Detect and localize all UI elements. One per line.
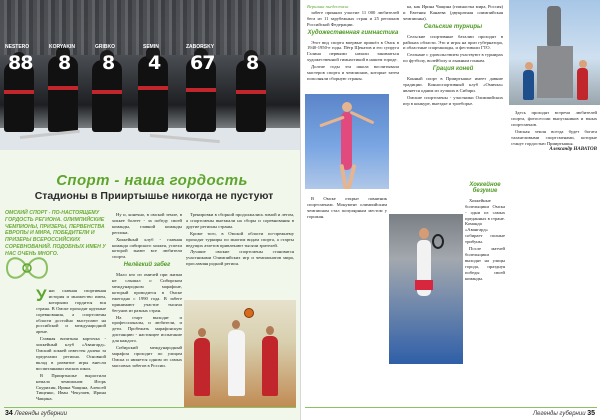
jersey-number: 88 xyxy=(8,52,33,74)
footer-title: Легенды губернии xyxy=(533,411,586,417)
jersey-name: GRIBKO xyxy=(95,44,115,50)
paragraph: Ну и, конечно, в омской земле, в хоккее болеет - за победу своей команды, главной команды региона. xyxy=(112,212,182,235)
article-column-r2b xyxy=(465,180,505,283)
paragraph: Хоккейные болельщики Омска - одни из самых преданных в стране. Команда «Авангард» собирает полные трибуны. xyxy=(465,197,505,245)
section-heading: Хоккейное безумие xyxy=(469,182,501,194)
footer-rule xyxy=(305,407,597,408)
paragraph: Сибирский международный марафон проходит по улицам Омска и является одним из самых массовых забегов в России. xyxy=(112,345,182,368)
article-column-2 xyxy=(112,212,182,370)
gymnast-figure xyxy=(341,112,352,170)
footer-title: Легенды губернии xyxy=(14,411,67,417)
article-column-r3 xyxy=(511,110,597,153)
author-signature: Александр НАВАТОВ xyxy=(549,147,597,153)
paragraph: После матчей болельщики выходят на улицы города, празднуя победы своей команды. xyxy=(465,246,505,281)
article-column-r2 xyxy=(403,4,503,108)
article-column-3 xyxy=(186,212,294,268)
paragraph: Омские спортсмены - участники Олимпийских игр в конкуре, выездке и троеборье. xyxy=(403,94,503,106)
section-kicker: Вершина пьедестала xyxy=(307,4,349,9)
tennis-racket-icon xyxy=(432,234,444,249)
paragraph: На старт выходят и профессионалы, и любители, и дети. Пробежать марафонскую дистанцию - настоящее испытание для каждого. xyxy=(112,314,182,344)
basketball-photo xyxy=(184,300,296,408)
paragraph: В Прииртышье вырастили немало чемпионов: Игорь Скурихин, Ирина Чащина, Алексей Тищенко, Иван Чекулаев, Ирина Чащина. xyxy=(36,372,106,402)
jersey-number: 8 xyxy=(58,52,71,74)
article-column-r1 xyxy=(307,4,399,83)
paragraph: Конный спорт в Прииртышье имеет давние традиции. Конноспортивный клуб «Омичка» является одним из лучших в Сибири. xyxy=(403,76,503,93)
monument-statue xyxy=(547,6,561,48)
jersey-number: 8 xyxy=(246,52,259,74)
paragraph: Этот вид спорта впервые пришёл в Омск в 1940-1950-е годы. Пётр Щекатов и его супруга Галина первыми начали заниматься художественной гимнастикой в нашем городе. xyxy=(307,39,399,63)
jersey-name: NESTERO xyxy=(5,44,30,50)
paragraph: Кроме того, в Омской области по-прежнему проходят турниры по многим видам спорта, а старты ведущих атлетов привлекают тысячи зрителей. xyxy=(186,230,294,248)
tennis-photo xyxy=(389,214,463,364)
jersey-name: KORYAKIN xyxy=(49,44,76,50)
paragraph: Тренировки в сборной продолжались зимой и летом, а спортсмены выезжали на сборы и соревнования в другие регионы страны. xyxy=(186,212,294,229)
paragraph: Хоккейный клуб - главная команда сибирского хоккея, успехи которой знают все любители спорта. xyxy=(112,236,182,260)
jersey-number: 8 xyxy=(102,52,115,74)
article-column-r1b xyxy=(307,196,387,221)
page-footer xyxy=(5,410,67,417)
basketball-player xyxy=(262,336,278,396)
jersey-name: SEMIN xyxy=(143,44,159,50)
paragraph: Главная визитная карточка - хоккейный клуб «Авангард». Омский хоккей известен далеко за пределами региона. Основной вклад в развитие игры внесли воспитанники омских школ. xyxy=(36,336,106,371)
paragraph: нас славная спортивная история и множество имен, которыми гордится вся страна. В Омске проходят крупные соревнования, а спортсмены области достойно выступают на российской и международной арене. xyxy=(36,288,106,335)
paragraph: Здесь проходят встречи любителей спорта, фотосессии выпускников и юных спортсменов. xyxy=(511,110,597,127)
paragraph: забеге приняли участие 11 000 любителей бега из 11 зарубежных стран и 25 регионов Российской Федерации. xyxy=(307,9,399,27)
right-page xyxy=(300,0,600,420)
section-heading: Нелёгкий забег xyxy=(123,262,171,269)
person-figure xyxy=(523,70,534,100)
basketball-ball xyxy=(244,308,254,318)
basketball-player xyxy=(228,330,245,396)
page-number: 35 xyxy=(587,410,595,417)
paragraph: Долгие годы эта школа воспитывала мастеров спорта и чемпионов, которые затем пополняли сборную страны. xyxy=(307,64,399,81)
page-footer xyxy=(533,410,595,417)
monument-pedestal xyxy=(537,46,573,98)
paragraph: Сельчане с удовольствием участвуют в турнирах по футболу, волейболу и лыжным гонкам. xyxy=(403,52,503,64)
hockey-team-photo xyxy=(0,0,300,150)
celtic-ornament-icon xyxy=(2,250,52,286)
paragraph: Сельские спортивные баталии проходят в районах области. Это и игры на приз губернатора, и областные спартакиады, и фестивали ГТО. xyxy=(403,33,503,51)
gymnastics-photo xyxy=(305,94,389,189)
footer-rule xyxy=(4,407,296,408)
page-number: 34 xyxy=(5,410,13,417)
paragraph: Лучшие омские спортсмены становятся участниками Олимпийских игр и чемпионатов мира, прославляя родной регион. xyxy=(186,249,294,267)
basketball-player xyxy=(194,338,210,396)
drop-cap: У xyxy=(36,286,47,305)
section-heading: Художественная гимнастика xyxy=(307,29,399,36)
paragraph: Омская земля всегда будет богата талантливыми спортсменами, которые станут гордостью Прииртышья. xyxy=(511,128,597,146)
person-figure xyxy=(577,68,588,100)
jersey-number: 67 xyxy=(190,52,215,74)
paragraph: В Омске открыт памятник спортсменам. Монумент олимпийским чемпионам стал популярным местом у горожан. xyxy=(307,196,387,219)
paragraph: Мало кто из омичей при жизни не слышал о Сибирском международном марафоне, который проводится в Омске ежегодно с 1990 года. В забеге принимают участие тысячи бегунов из разных стран. xyxy=(112,272,182,313)
monument-photo xyxy=(509,0,600,105)
jersey-name: ZABORSKY xyxy=(186,44,215,50)
section-heading: Сельские турниры xyxy=(423,23,483,30)
article-lead: ОМСКИЙ СПОРТ - ПО-НАСТОЯЩЕМУ ГОРДОСТЬ РЕГИОНА. ОЛИМПИЙСКИЕ ЧЕМПИОНЫ, ПРИЗЕРЫ, ПЕРВЕНСТВА ЕВРОПЫ И МИРА, ПОБЕДИТЕЛИ И ПРИЗЕРЫ ВСЕРОССИЙСКИХ СОРЕВНОВАНИЙ. ПОДОБНЫХ ИМЕН У НАС ОЧЕНЬ МНОГО. xyxy=(5,210,106,257)
paragraph: ка, как Ирина Чащина (гимнастка мира, Россия) и Евгения Канаева (двукратная олимпийская чемпионка). xyxy=(403,4,503,21)
article-subheadline: Стадионы в Прииртышье никогда не пустуют xyxy=(34,190,274,202)
section-heading: Грация коней xyxy=(432,66,474,73)
jersey-number: 4 xyxy=(148,52,161,74)
article-column-1 xyxy=(36,288,106,403)
article-headline: Спорт - наша гордость xyxy=(56,172,248,189)
